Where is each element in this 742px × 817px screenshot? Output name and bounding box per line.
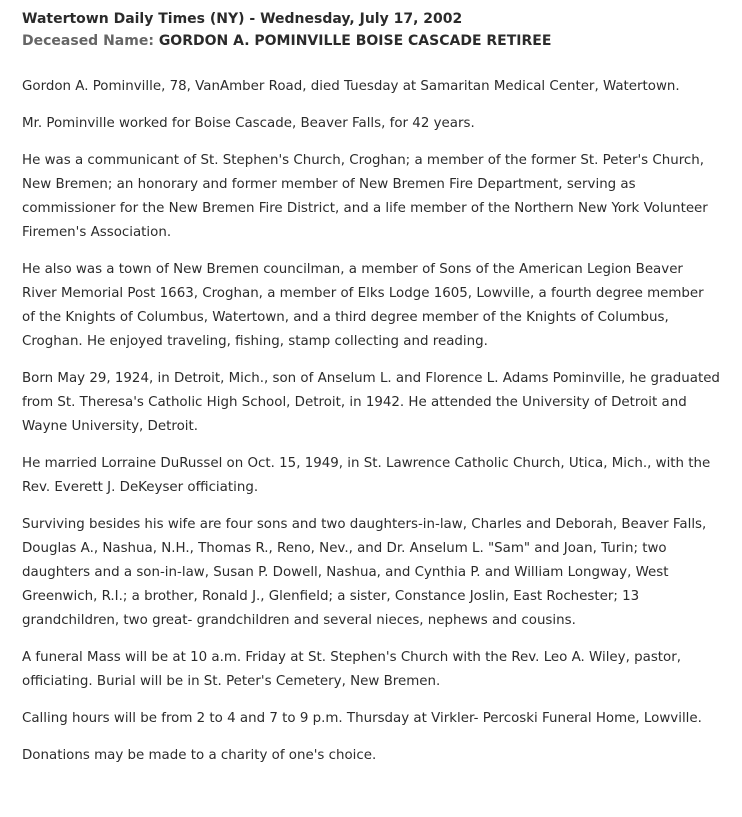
obituary-body (22, 75, 720, 768)
publication-name: Watertown Daily Times (NY) (22, 11, 245, 27)
deceased-label: Deceased Name: (22, 33, 154, 49)
header-spacer (22, 52, 720, 75)
paragraph-survivors: Surviving besides his wife are four sons and two daughters-in-law, Charles and Deborah, Beaver Falls, Douglas A., Nashua, N.H., Thomas R., Reno, Nev., and Dr. Anselum L. "Sam" and Joan, Turin; two daughters and a son-in-law, Susan P. Dowell, Nashua, and Cynthia P. and William Longway, West Greenwich, R.I.; a brother, Ronald J., Glenfield; a sister, Constance Joslin, East Rochester; 13 grandchildren, two great- grandchildren and several nieces, nephews and cousins. (22, 517, 707, 628)
paragraph-birth-education: Born May 29, 1924, in Detroit, Mich., son of Anselum L. and Florence L. Adams Pominville, he graduated from St. Theresa's Catholic High School, Detroit, in 1942. He attended the University of Detroit and Wayne University, Detroit. (22, 371, 720, 434)
paragraph-memberships: He also was a town of New Bremen councilman, a member of Sons of the American Legion Beaver River Memorial Post 1663, Croghan, a member of Elks Lodge 1605, Lowville, a fourth degree member of the Knights of Columbus, Watertown, and a third degree member of the Knights of Columbus, Croghan. He enjoyed traveling, fishing, stamp collecting and reading. (22, 262, 704, 349)
paragraph-employment: Mr. Pominville worked for Boise Cascade, Beaver Falls, for 42 years. (22, 116, 475, 131)
paragraph-donations: Donations may be made to a charity of one's choice. (22, 748, 377, 763)
paragraph-church-fire: He was a communicant of St. Stephen's Church, Croghan; a member of the former St. Peter's Church, New Bremen; an honorary and former member of New Bremen Fire Department, serving as commissioner for the New Bremen Fire District, and a life member of the Northern New York Volunteer Firemen's Association. (22, 153, 708, 240)
paragraph-marriage: He married Lorraine DuRussel on Oct. 15, 1949, in St. Lawrence Catholic Church, Utica, Mich., with the Rev. Everett J. DeKeyser officiating. (22, 456, 711, 495)
paragraph-calling-hours: Calling hours will be from 2 to 4 and 7 to 9 p.m. Thursday at Virkler- Percoski Funeral Home, Lowville. (22, 711, 702, 726)
publication-date: Wednesday, July 17, 2002 (260, 11, 463, 27)
header-separator: - (244, 11, 261, 27)
paragraph-funeral-mass: A funeral Mass will be at 10 a.m. Friday at St. Stephen's Church with the Rev. Leo A. Wiley, pastor, officiating. Burial will be in St. Peter's Cemetery, New Bremen. (22, 650, 681, 689)
deceased-line (22, 30, 720, 52)
publication-line (22, 8, 720, 30)
paragraph-death-notice: Gordon A. Pominville, 78, VanAmber Road, died Tuesday at Samaritan Medical Center, Watertown. (22, 79, 680, 94)
deceased-name: GORDON A. POMINVILLE BOISE CASCADE RETIREE (158, 33, 552, 49)
